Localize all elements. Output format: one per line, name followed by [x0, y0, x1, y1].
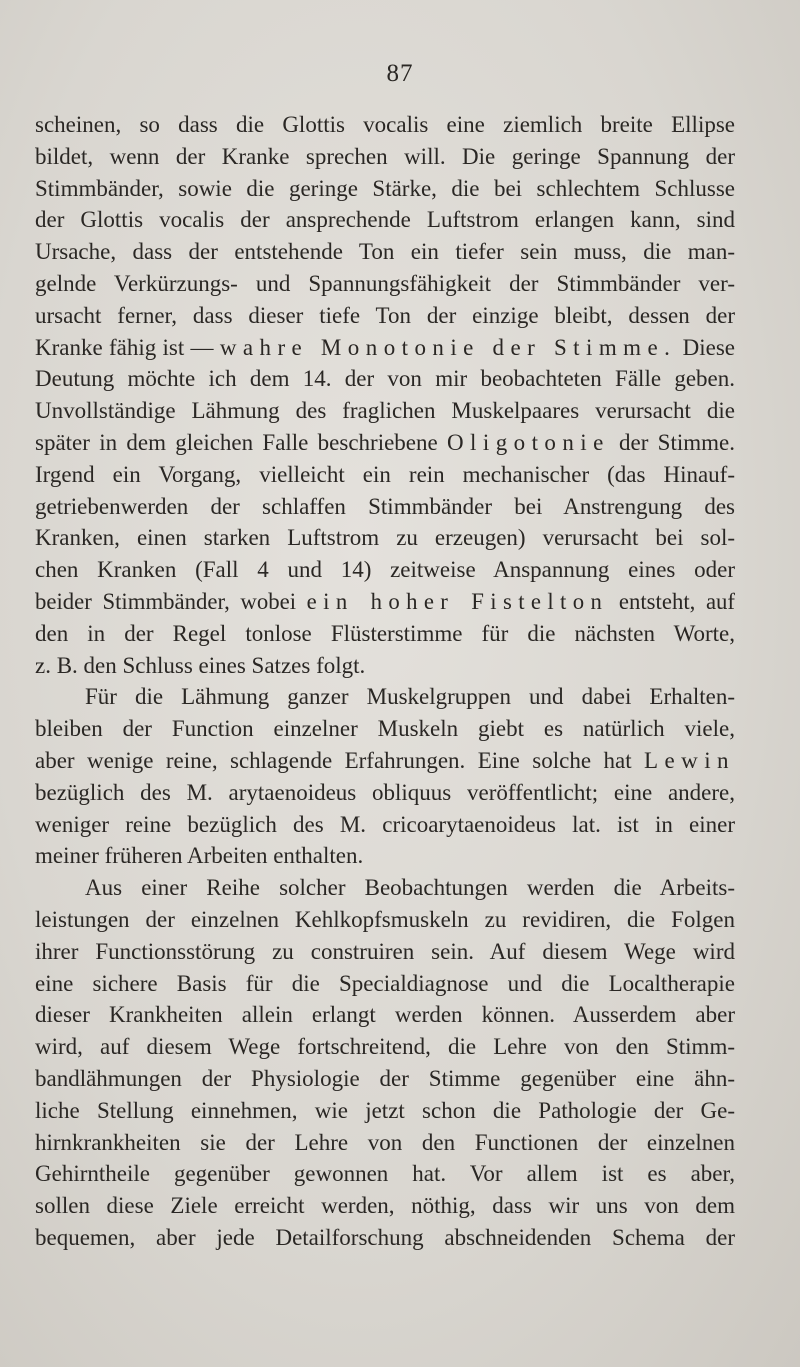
text-line — [35, 904, 735, 936]
text-line — [35, 1158, 735, 1190]
text-line — [35, 268, 735, 300]
text-line — [35, 745, 735, 777]
text-segment: ursacht ferner, dass dieser tiefe Ton der einzige bleibt, dessen der — [35, 302, 735, 328]
text-segment: ihrer Functionsstörung zu construiren sein. Auf diesem Wege wird — [35, 938, 735, 964]
text-segment: weniger reine bezüglich des M. cricoarytaenoideus lat. ist in einer — [35, 811, 735, 837]
text-line — [35, 204, 735, 236]
text-segment: später in dem gleichen Falle beschriebene — [35, 429, 447, 455]
page-number: 87 — [386, 60, 414, 87]
body-text — [35, 109, 735, 1254]
text-segment: Deutung möchte ich dem 14. der von mir beobachteten Fälle geben. — [35, 366, 735, 392]
text-line — [35, 1127, 735, 1159]
text-line — [35, 809, 735, 841]
text-segment: bildet, wenn der Kranke sprechen will. Die geringe Spannung der — [35, 143, 735, 169]
text-segment: Stimmbänder, sowie die geringe Stärke, die bei schlechtem Schlusse — [35, 175, 735, 201]
text-line — [35, 968, 735, 1000]
text-line — [35, 618, 735, 650]
text-line — [35, 999, 735, 1031]
text-segment: bezüglich des M. arytaenoideus obliquus veröffentlicht; eine andere, — [35, 779, 735, 805]
text-segment: der Glottis vocalis der ansprechende Luftstrom erlangen kann, sind — [35, 207, 735, 233]
text-segment: sollen diese Ziele erreicht werden, nöthig, dass wir uns von dem — [35, 1193, 735, 1219]
text-line — [35, 1031, 735, 1063]
text-line — [35, 1222, 735, 1254]
text-line — [35, 554, 735, 586]
text-line — [35, 109, 735, 141]
text-line — [35, 395, 735, 427]
text-segment: bequemen, aber jede Detailforschung abschneidenden Schema der — [35, 1224, 735, 1250]
text-line — [35, 840, 735, 872]
text-segment: Irgend ein Vorgang, vielleicht ein rein mechanischer (das Hinauf- — [35, 461, 735, 487]
text-segment: Für die Lähmung ganzer Muskelgruppen und dabei Erhalten- — [85, 684, 735, 710]
text-segment: meiner früheren Arbeiten enthalten. — [35, 843, 364, 869]
text-segment: Kranken, einen starken Luftstrom zu erzeugen) verursacht bei sol- — [35, 525, 735, 551]
spaced-emphasis-text: Oligotonie — [446, 429, 610, 455]
text-segment: Gehirntheile gegenüber gewonnen hat. Vor allem ist es aber, — [35, 1161, 735, 1187]
text-line — [35, 491, 735, 523]
text-segment: dieser Krankheiten allein erlangt werden können. Ausserdem aber — [35, 1002, 735, 1028]
text-segment: gelnde Verkürzungs- und Spannungsfähigkeit der Stimmbänder ver- — [35, 270, 735, 296]
text-segment: entsteht, auf — [608, 588, 735, 614]
text-line — [35, 522, 735, 554]
text-line — [35, 713, 735, 745]
text-segment: Kranke fähig ist — — [35, 334, 220, 360]
text-segment: scheinen, so dass die Glottis vocalis eine ziemlich breite Ellipse — [35, 112, 735, 137]
spaced-emphasis-text: Lewin — [644, 747, 735, 773]
text-segment: bleiben der Function einzelner Muskeln giebt es natürlich viele, — [35, 716, 735, 742]
text-line — [35, 1190, 735, 1222]
text-segment: Unvollständige Lähmung des fraglichen Muskelpaares verursacht die — [35, 398, 735, 424]
text-line — [35, 173, 735, 205]
text-segment: leistungen der einzelnen Kehlkopfsmuskeln zu revidiren, die Folgen — [35, 906, 735, 932]
text-segment: getriebenwerden der schlaffen Stimmbänder bei Anstrengung des — [35, 493, 735, 519]
text-segment: der Stimme. — [609, 429, 735, 455]
text-line — [35, 363, 735, 395]
text-line — [35, 1095, 735, 1127]
spaced-emphasis-text: wahre Monotonie der Stimme. — [219, 334, 677, 360]
text-segment: liche Stellung einnehmen, wie jetzt schon die Pathologie der Ge- — [35, 1097, 735, 1123]
text-line — [35, 141, 735, 173]
text-line — [35, 650, 735, 682]
text-segment: Aus einer Reihe solcher Beobachtungen werden die Arbeits- — [85, 875, 735, 901]
text-line — [35, 1063, 735, 1095]
text-line — [35, 681, 735, 713]
text-segment: z. B. den Schluss eines Satzes folgt. — [35, 652, 366, 678]
text-segment: den in der Regel tonlose Flüsterstimme für die nächsten Worte, — [35, 620, 735, 646]
text-line — [35, 459, 735, 491]
text-line — [35, 300, 735, 332]
text-segment: hirnkrankheiten sie der Lehre von den Functionen der einzelnen — [35, 1129, 735, 1155]
text-line — [35, 332, 735, 364]
spaced-emphasis-text: ein hoher Fistelton — [306, 588, 609, 614]
text-segment: bandlähmungen der Physiologie der Stimme gegenüber eine ähn- — [35, 1065, 735, 1091]
text-line — [35, 936, 735, 968]
text-segment: eine sichere Basis für die Specialdiagnose und die Localtherapie — [35, 970, 735, 996]
text-line — [35, 236, 735, 268]
text-segment: wird, auf diesem Wege fortschreitend, die Lehre von den Stimm- — [35, 1034, 735, 1060]
text-line — [35, 777, 735, 809]
text-line — [35, 427, 735, 459]
text-segment: chen Kranken (Fall 4 und 14) zeitweise Anspannung eines oder — [35, 557, 735, 583]
text-line — [35, 586, 735, 618]
text-segment: aber wenige reine, schlagende Erfahrungen. Eine solche hat — [35, 747, 645, 773]
text-segment: Diese — [676, 334, 735, 360]
text-segment: Ursache, dass der entstehende Ton ein tiefer sein muss, die man- — [35, 239, 735, 265]
text-segment: beider Stimmbänder, wobei — [35, 588, 307, 614]
text-line — [35, 872, 735, 904]
